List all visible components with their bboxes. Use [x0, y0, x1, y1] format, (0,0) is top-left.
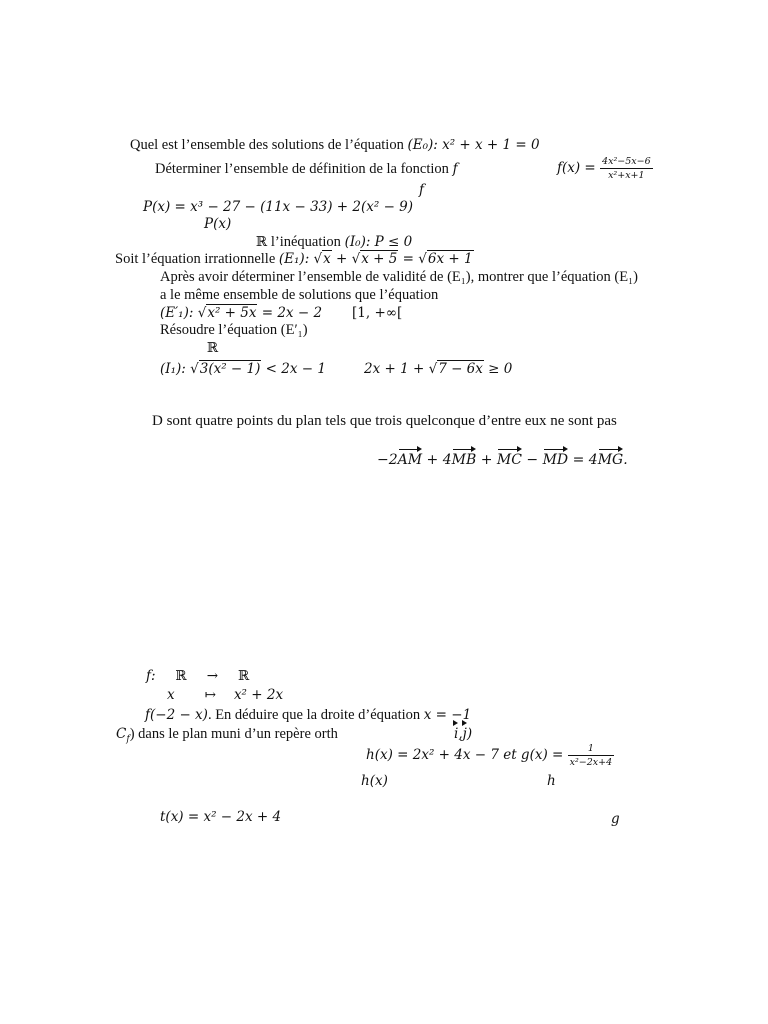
function-map-line-1: f: ℝ → ℝ: [146, 668, 250, 684]
function-fraction: [600, 156, 653, 181]
equation-e1-label: (E₁):: [278, 251, 314, 267]
function-name: f: [452, 161, 458, 177]
inequation-i2: [364, 360, 512, 378]
inequation-line: [256, 233, 412, 251]
curve-cf: $C_f$: [116, 726, 130, 745]
irrational-line-4: Résoudre l’équation (E′₁): [160, 322, 308, 338]
irrational-line-2: a le même ensemble de solutions que l’équation: [160, 287, 439, 303]
basis-vectors: i,j): [454, 726, 473, 742]
inequation-i1-rhs: < 2x − 1: [261, 361, 326, 377]
inequation-text: l’inéquation: [267, 234, 345, 250]
h-g-definition: [366, 742, 614, 768]
function-lhs: f(x) =: [557, 160, 601, 176]
irrational-intro: [115, 250, 474, 268]
fraction-numerator: 4x²−5x−6: [602, 156, 651, 168]
g-symbol: g: [611, 811, 620, 827]
sqrt-x-plus-5: √x + 5: [351, 251, 398, 267]
polynomial-definition: P(x) = x³ − 27 − (11x − 33) + 2(x² − 9): [143, 199, 414, 215]
sqrt-x: √x: [313, 251, 331, 267]
question-1-text: Quel est l’ensemble des solutions de l’équation: [130, 137, 408, 153]
vector-equation: −2AM + 4MB + MC − MD = 4MG.: [377, 452, 628, 468]
equation-e1-prime: [160, 304, 322, 322]
h-symbol: h: [547, 773, 556, 789]
vector-mb: MB: [451, 452, 477, 468]
t-definition: t(x) = x² − 2x + 4: [160, 809, 282, 825]
vector-md: MD: [542, 452, 569, 468]
curve-line: [116, 725, 338, 749]
sqrt-3-x2-minus-1: √3(x² − 1): [190, 361, 261, 377]
sqrt-x2-plus-5x: √x² + 5x: [197, 305, 257, 321]
deduce-text: . En déduire que la droite d’équation: [207, 707, 424, 723]
function-symmetry-line: [145, 706, 471, 724]
equation-e1-prime-label: (E′₁):: [160, 305, 198, 321]
equation-e0: (E₀): x² + x + 1 = 0: [407, 137, 540, 153]
line-equation: x = −1: [423, 707, 472, 723]
fraction-denominator: x²+x+1: [608, 170, 645, 182]
inequation-i2-rhs: ≥ 0: [483, 361, 513, 377]
f-of-neg-2-minus-x: f(−2 − x): [145, 707, 208, 723]
vector-am: AM: [397, 452, 423, 468]
inequation-i0: (I₀): P ≤ 0: [344, 234, 413, 250]
inequation-i1-label: (I₁):: [160, 361, 191, 377]
equals-sign: =: [398, 251, 419, 267]
vector-mc: MC: [496, 452, 522, 468]
h-definition: h(x) = 2x² + 4x − 7 et g(x) =: [366, 747, 568, 763]
sqrt-7-minus-6x: √7 − 6x: [428, 361, 483, 377]
irrational-line-1: Après avoir déterminer l’ensemble de validité de (E₁), montrer que l’équation (E₁): [160, 269, 638, 285]
question-2: [155, 160, 458, 178]
g-fraction: $\frac{1}{\text{x²−2x+4}}$: [569, 743, 613, 769]
function-name-alone: f: [419, 182, 424, 198]
sqrt-6x-plus-1: √6x + 1: [418, 251, 473, 267]
vector-mg: MG: [597, 452, 624, 468]
curve-text: ) dans le plan muni d’un repère orth: [129, 726, 338, 742]
question-2-text: Déterminer l’ensemble de définition de la fonction: [155, 161, 453, 177]
inequation-i1: [160, 360, 326, 378]
reals-symbol-2: ℝ: [207, 340, 219, 356]
function-definition: [557, 156, 653, 181]
plus-sign: +: [331, 251, 352, 267]
interval: [1, +∞[: [352, 305, 403, 321]
equation-e1-prime-rhs: = 2x − 2: [257, 305, 323, 321]
polynomial-name: P(x): [204, 216, 232, 232]
inequation-i2-lhs: 2x + 1 +: [364, 361, 429, 377]
reals-symbol: ℝ: [256, 234, 268, 250]
geometry-statement: D sont quatre points du plan tels que trois quelconque d’entre eux ne sont pas: [152, 413, 617, 429]
h-of-x: h(x): [361, 773, 388, 789]
question-1: [130, 136, 540, 154]
function-map-line-2: x ↦ x² + 2x: [167, 687, 284, 703]
irrational-intro-text: Soit l’équation irrationnelle: [115, 251, 279, 267]
